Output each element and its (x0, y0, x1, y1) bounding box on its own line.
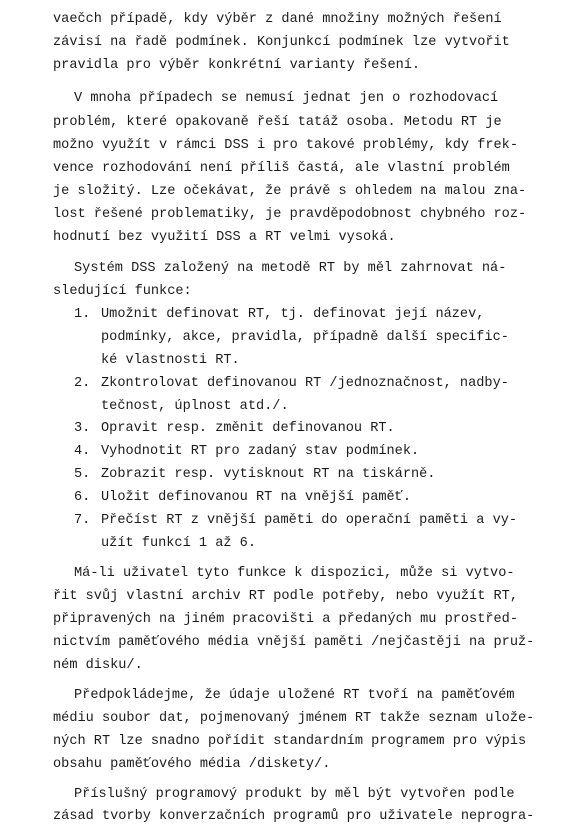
list-item-1-line-3: ké vlastnosti RT. (101, 353, 240, 368)
paragraph-2-line-1: V mnoha případech se nemusí jednat jen o rozhodovací (74, 91, 499, 106)
paragraph-5-line-3: ných RT lze snadno pořídit standardním programem pro výpis (53, 734, 527, 749)
paragraph-5-line-1: Předpokládejme, že údaje uložené RT tvoří na paměťovém (74, 688, 515, 703)
paragraph-1-line-1: vaečch případě, kdy výběr z dané množiny možných řešení (53, 12, 502, 27)
paragraph-4-line-5: ném disku/. (53, 658, 143, 673)
list-item-7-line-1: Přečíst RT z vnější paměti do operační paměti a vy- (101, 513, 518, 528)
list-item-4-line-1: Vyhodnotit RT pro zadaný stav podmínek. (101, 444, 420, 459)
list-item-5-line-1: Zobrazit resp. vytisknout RT na tiskárně. (101, 467, 436, 482)
list-item-2-number: 2. (74, 376, 91, 391)
paragraph-2-line-3: možno využít v rámci DSS i pro takové problémy, kdy frek- (53, 138, 518, 153)
list-item-6-number: 6. (74, 490, 91, 505)
paragraph-4-line-4: nictvím paměťového média vnější paměti /nejčastěji na pruž- (53, 635, 535, 650)
paragraph-2-line-4: vence rozhodování není příliš častá, ale vlastní problém (53, 161, 510, 176)
paragraph-1-line-3: pravidla pro výběr konkrétní varianty řešení. (53, 58, 421, 73)
paragraph-2-line-5: je složitý. Lze očekávat, že právě s ohledem na malou zna- (53, 184, 527, 199)
list-item-4-number: 4. (74, 444, 91, 459)
list-item-6-line-1: Uložit definovanou RT na vnější paměť. (101, 490, 411, 505)
list-item-1-line-1: Umožnit definovat RT, tj. definovat její název, (101, 307, 485, 322)
list-item-1-line-2: podmínky, akce, pravidla, případně další specific- (101, 330, 509, 345)
paragraph-5-line-4: obsahu paměťového média /diskety/. (53, 757, 331, 772)
paragraph-2-line-7: hodnutí bez využití DSS a RT velmi vysoká. (53, 230, 396, 245)
paragraph-2-line-6: lost řešené problematiky, je pravděpodobnost chybného roz- (53, 207, 527, 222)
paragraph-5-line-2: médiu soubor dat, pojmenovaný jménem RT takže seznam ulože- (53, 711, 535, 726)
paragraph-4-line-1: Má-li uživatel tyto funkce k dispozici, může si vytvo- (74, 566, 515, 581)
paragraph-1-line-2: závisí na řadě podmínek. Konjunkcí podmínek lze vytvořit (53, 35, 510, 50)
paragraph-6-line-2: zásad tvorby konverzačních programů pro uživatele neprogra- (53, 809, 535, 824)
paragraph-3-line-1: Systém DSS založený na metodě RT by měl zahrnovat ná- (74, 261, 507, 276)
list-item-7-number: 7. (74, 513, 91, 528)
list-item-5-number: 5. (74, 467, 91, 482)
list-item-3-line-1: Opravit resp. změnit definovanou RT. (101, 421, 395, 436)
list-item-2-line-2: tečnost, úplnost atd./. (101, 399, 289, 414)
paragraph-4-line-2: řit svůj vlastní archiv RT podle potřeby, nebo využít RT, (53, 589, 518, 604)
paragraph-2-line-2: problém, které opakovaně řeší tatáž osoba. Metodu RT je (53, 115, 502, 130)
list-item-7-line-2: užít funkcí 1 až 6. (101, 536, 256, 551)
list-item-2-line-1: Zkontrolovat definovanou RT /jednoznačnost, nadby- (101, 376, 509, 391)
list-item-1-number: 1. (74, 307, 91, 322)
paragraph-4-line-3: připravených na jiném pracovišti a předaných mu prostřed- (53, 612, 518, 627)
list-item-3-number: 3. (74, 421, 91, 436)
paragraph-6-line-1: Příslušný programový produkt by měl být vytvořen podle (74, 787, 515, 802)
paragraph-3-line-2: sledující funkce: (53, 284, 192, 299)
